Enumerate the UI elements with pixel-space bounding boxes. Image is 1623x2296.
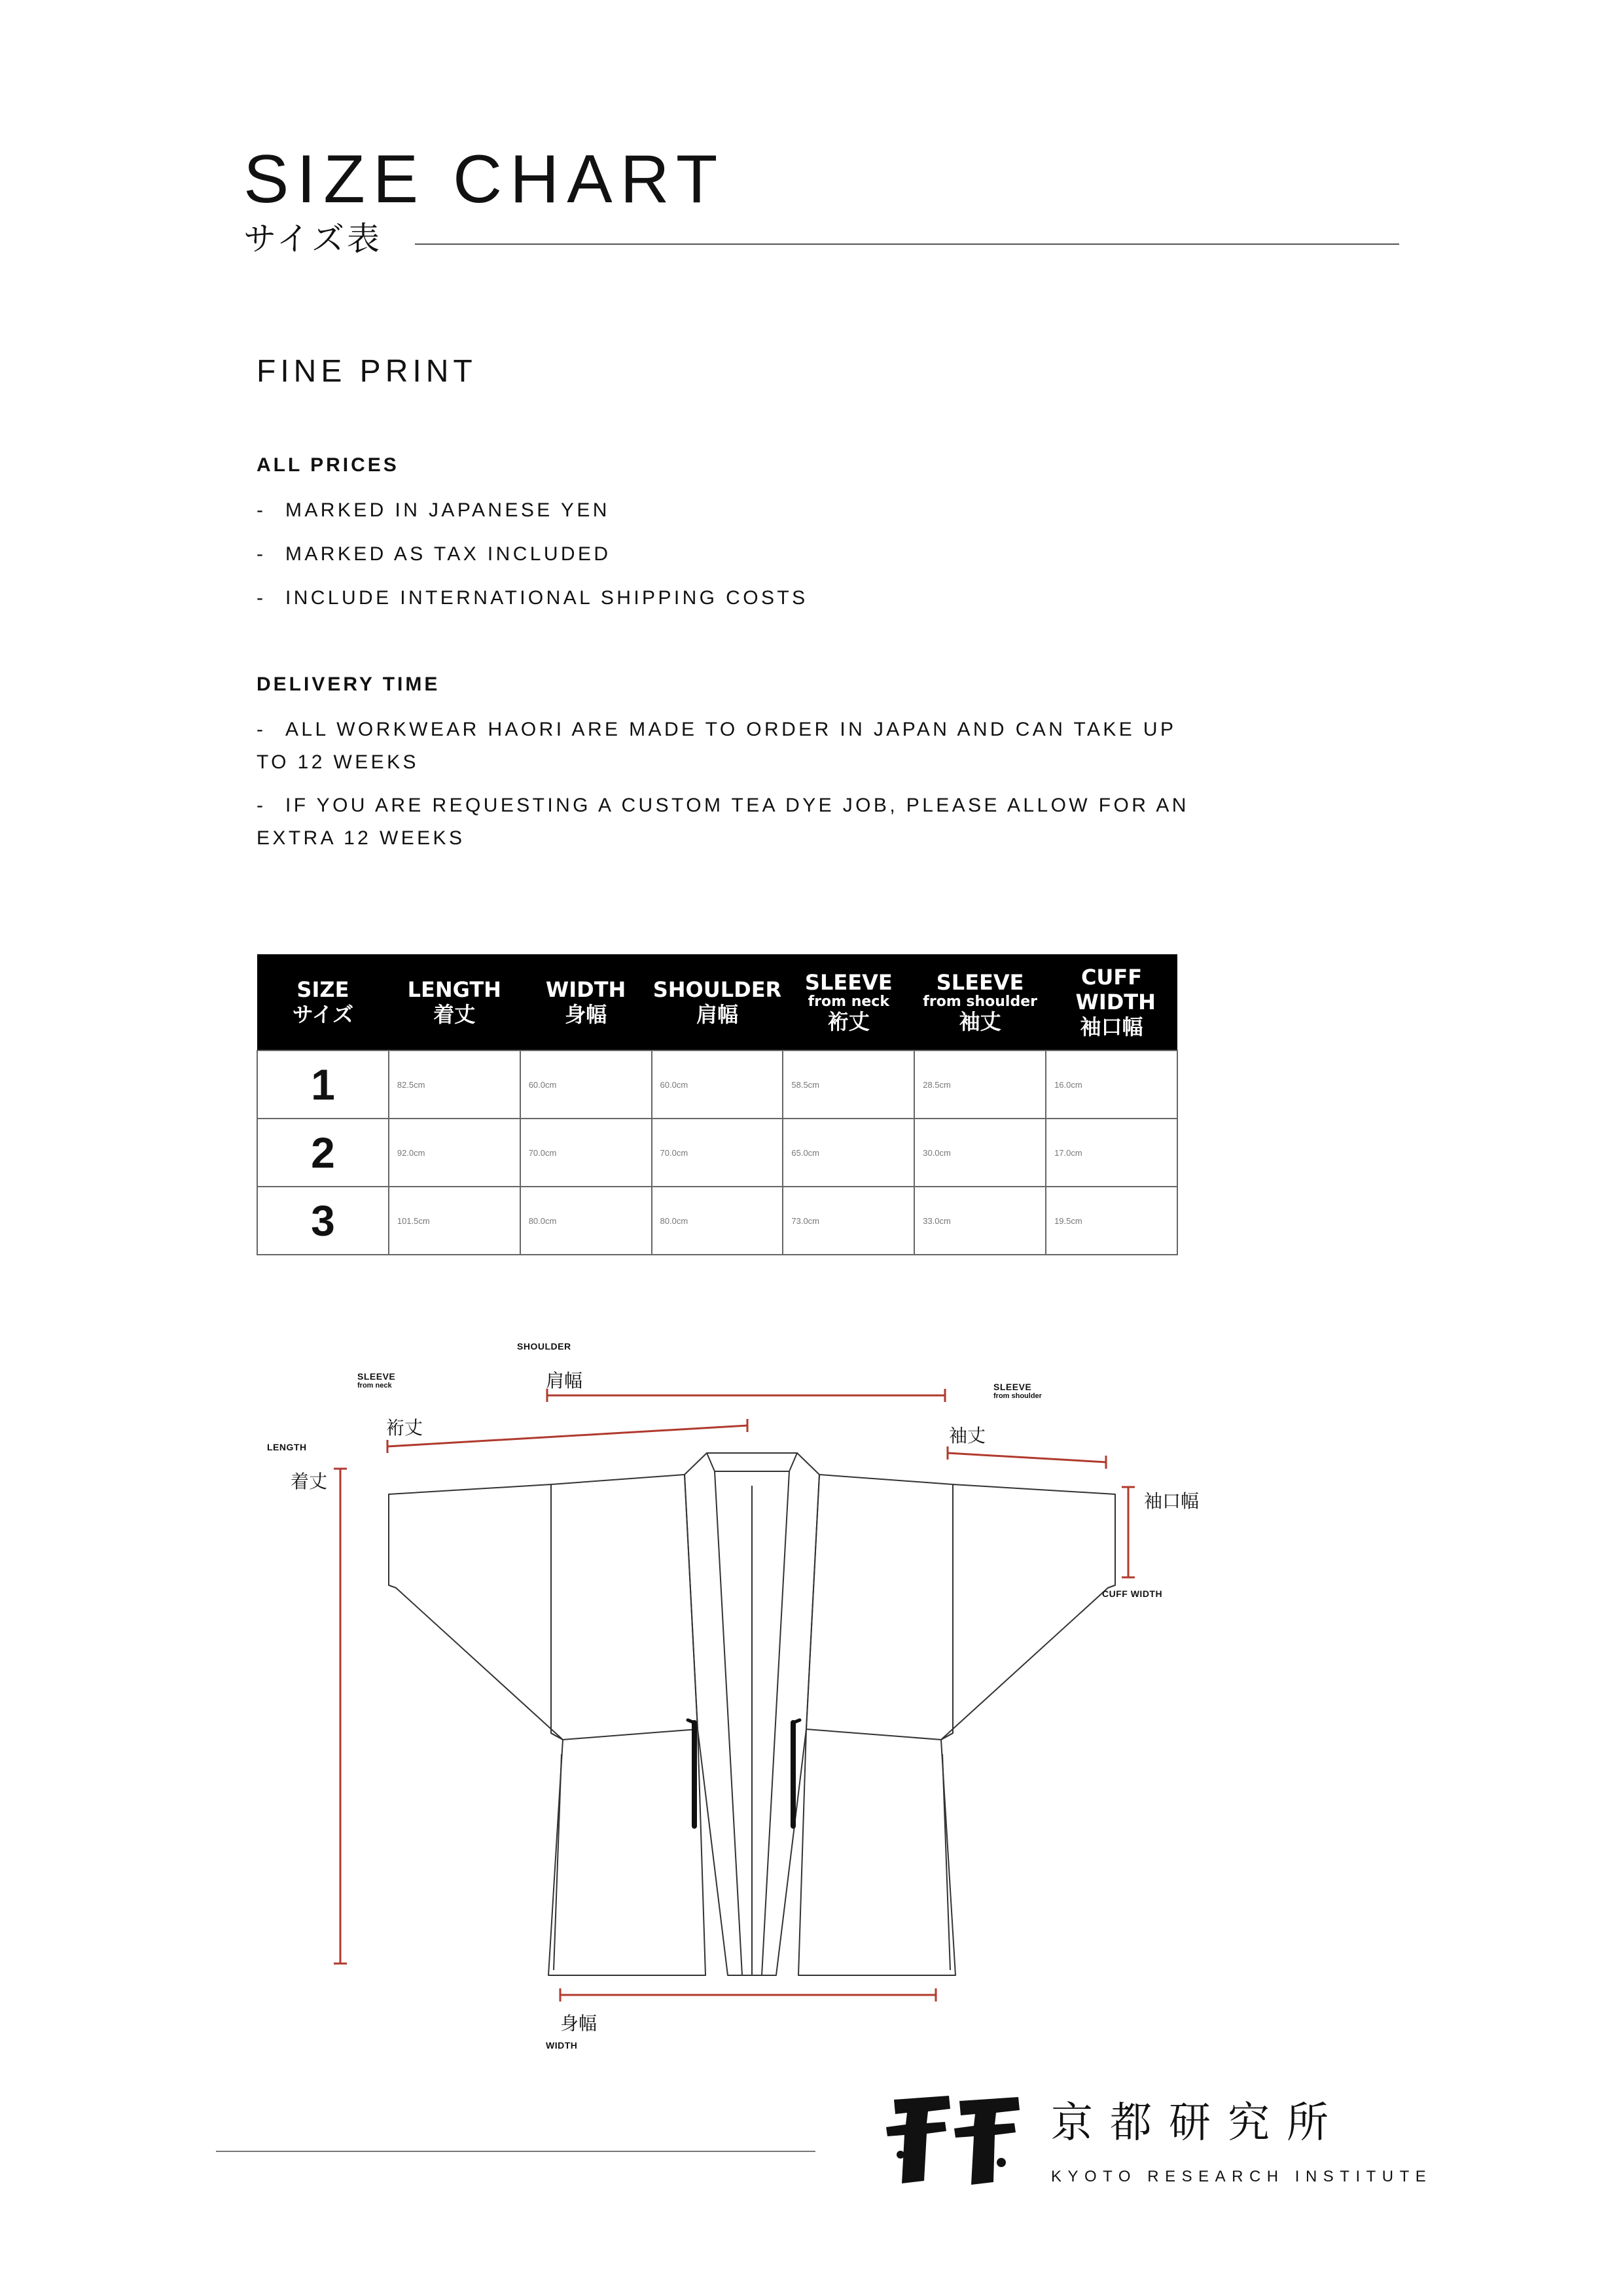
haori-cords [688, 1720, 800, 1826]
waist-seam [806, 1729, 941, 1740]
cuff-width-value: 19.5cm [1046, 1187, 1177, 1255]
sleeve-shoulder-value: 30.0cm [914, 1119, 1046, 1187]
bullet-dash: - [257, 543, 266, 565]
measurement-lines [334, 1389, 1135, 2001]
bullet-dash: - [257, 795, 266, 816]
header-en: SLEEVE [936, 970, 1024, 995]
width-value: 80.0cm [520, 1187, 652, 1255]
cuff-label: CUFF WIDTH [1102, 1588, 1163, 1599]
cuff-measure [1122, 1487, 1135, 1577]
brand-name-en: KYOTO RESEARCH INSTITUTE [1051, 2168, 1433, 2185]
length-label-jp: 着丈 [291, 1471, 328, 1492]
section-title-delivery-time: DELIVERY TIME [257, 673, 440, 695]
length-value: 101.5cm [389, 1187, 520, 1255]
header-en: WIDTH [545, 977, 626, 1002]
sleeve-neck-measure [387, 1419, 747, 1453]
width-label: WIDTH [546, 2040, 578, 2051]
header-sub: from shoulder [923, 994, 1037, 1010]
right-body-panel [798, 1475, 955, 1975]
width-value: 70.0cm [520, 1119, 652, 1187]
sleeve-shoulder-label: SLEEVE [993, 1382, 1032, 1392]
footer-divider [216, 2151, 815, 2152]
header-en: SIZE [296, 977, 349, 1002]
shoulder-value: 70.0cm [652, 1119, 783, 1187]
list-item-text: IF YOU ARE REQUESTING A CUSTOM TEA DYE JOB, PLEASE ALLOW FOR AN EXTRA 12 WEEKS [257, 795, 1189, 849]
width-measure [560, 1988, 936, 2001]
header-jp: 袖丈 [959, 1009, 1001, 1034]
sleeve-shoulder-sublabel: from shoulder [993, 1392, 1042, 1400]
haori-garment-outline [389, 1453, 1115, 1975]
sleeve-shoulder-value: 28.5cm [914, 1050, 1046, 1119]
list-item-text: MARKED AS TAX INCLUDED [285, 543, 611, 565]
sleeve-shoulder-label-jp: 袖丈 [949, 1425, 986, 1446]
header-jp: サイズ [292, 1002, 354, 1027]
sleeve-shoulder-measure [948, 1446, 1106, 1469]
length-measure [334, 1469, 347, 1964]
bullet-dash: - [257, 499, 266, 521]
sleeve-neck-label-jp: 裄丈 [386, 1417, 423, 1439]
cuff-width-value: 17.0cm [1046, 1119, 1177, 1187]
left-body-panel [548, 1475, 705, 1975]
size-value: 1 [257, 1050, 389, 1119]
header-jp: 肩幅 [696, 1002, 738, 1027]
shoulder-value: 80.0cm [652, 1187, 783, 1255]
header-jp: 裄丈 [827, 1009, 870, 1034]
header-en: SHOULDER [652, 977, 782, 1002]
shoulder-label-jp: 肩幅 [546, 1370, 583, 1391]
size-value: 2 [257, 1119, 389, 1187]
sleeve-shoulder-value: 33.0cm [914, 1187, 1046, 1255]
page-title: SIZE CHART [243, 141, 726, 217]
header-en: CUFF WIDTH [1075, 965, 1156, 1014]
page-subtitle: サイズ表 [243, 220, 382, 258]
list-item-text: ALL WORKWEAR HAORI ARE MADE TO ORDER IN JAPAN AND CAN TAKE UP TO 12 WEEKS [257, 719, 1176, 773]
left-sleeve [389, 1484, 563, 1740]
section-title-all-prices: ALL PRICES [257, 454, 399, 476]
length-value: 82.5cm [389, 1050, 520, 1119]
waist-seam [563, 1729, 698, 1740]
sleeve-neck-label: SLEEVE [357, 1371, 396, 1382]
collar-line [707, 1453, 715, 1471]
shoulder-measure [547, 1389, 945, 1402]
collar-line [789, 1453, 797, 1471]
cuff-label-jp: 袖口幅 [1144, 1490, 1200, 1512]
sleeve-neck-value: 73.0cm [783, 1187, 914, 1255]
list-item-text: INCLUDE INTERNATIONAL SHIPPING COSTS [285, 587, 808, 609]
header-jp: 着丈 [433, 1002, 476, 1027]
shoulder-label: SHOULDER [517, 1341, 571, 1352]
header-jp: 身幅 [565, 1002, 607, 1027]
width-value: 60.0cm [520, 1050, 652, 1119]
list-item-text: MARKED IN JAPANESE YEN [285, 499, 610, 521]
length-value: 92.0cm [389, 1119, 520, 1187]
right-sleeve [941, 1484, 1115, 1740]
shoulder-value: 60.0cm [652, 1050, 783, 1119]
bullet-dash: - [257, 719, 266, 740]
brand-name-jp: 京都研究所 [1051, 2099, 1346, 2147]
sleeve-neck-sublabel: from neck [357, 1382, 392, 1390]
size-value: 3 [257, 1187, 389, 1255]
cuff-width-value: 16.0cm [1046, 1050, 1177, 1119]
kyoto-research-logo-mark-icon [885, 2089, 1029, 2187]
length-label: LENGTH [267, 1442, 307, 1452]
fine-print-heading: FINE PRINT [257, 354, 477, 389]
header-en: LENGTH [407, 977, 501, 1002]
bullet-dash: - [257, 587, 266, 609]
width-label-jp: 身幅 [560, 2013, 597, 2034]
header-sub: from neck [808, 994, 889, 1010]
sleeve-neck-value: 65.0cm [783, 1119, 914, 1187]
sleeve-neck-value: 58.5cm [783, 1050, 914, 1119]
header-jp: 袖口幅 [1080, 1014, 1143, 1039]
header-en: SLEEVE [804, 970, 893, 995]
